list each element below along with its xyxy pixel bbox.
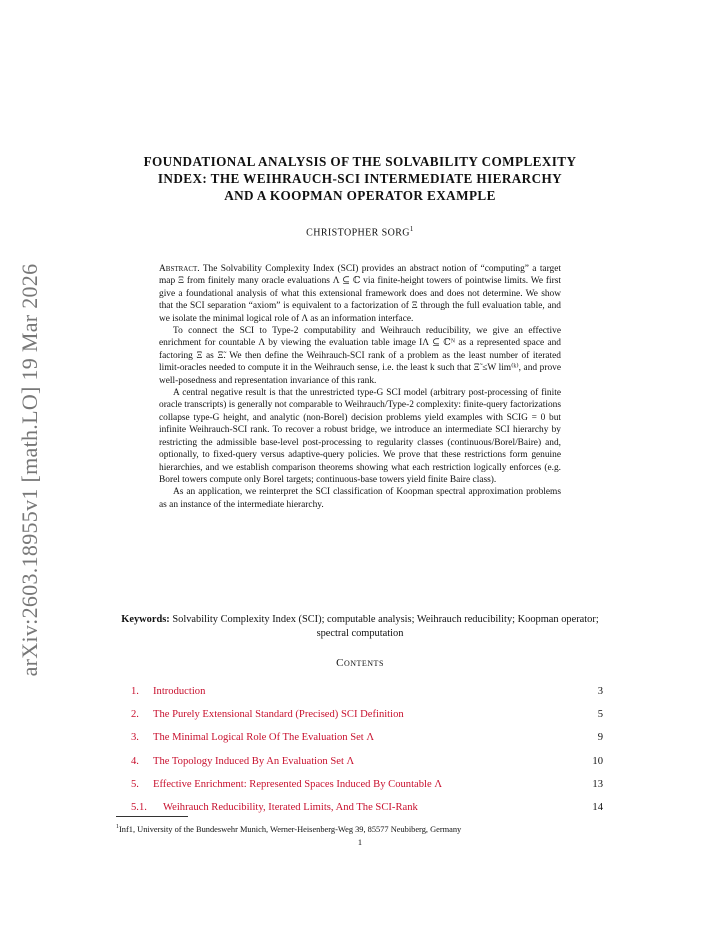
footnote-text: Inf1, University of the Bundeswehr Munich, Werner-Heisenberg-Weg 39, 85577 Neubiberg, Germany	[119, 824, 462, 834]
toc-title-link[interactable]: The Purely Extensional Standard (Precised) SCI Definition	[153, 709, 404, 721]
toc-number[interactable]: 5.1.	[131, 802, 147, 814]
toc-page-number: 9	[597, 732, 603, 744]
title-line-1: FOUNDATIONAL ANALYSIS OF THE SOLVABILITY COMPLEXITY	[143, 154, 577, 169]
title-line-2: INDEX: THE WEIHRAUCH-SCI INTERMEDIATE HIERARCHY	[157, 171, 563, 186]
abstract-label: Abstract.	[159, 264, 200, 274]
footnote-rule	[116, 816, 188, 817]
toc-item-effective-enrichment[interactable]	[131, 773, 603, 796]
toc-title-link[interactable]: Effective Enrichment: Represented Spaces Induced By Countable Λ	[153, 778, 443, 790]
keywords-label: Keywords:	[121, 614, 170, 625]
toc-title-link[interactable]: The Topology Induced By An Evaluation Set Λ	[153, 755, 355, 767]
toc-page-number: 10	[592, 755, 603, 767]
toc-page-number: 3	[597, 686, 603, 698]
author	[110, 225, 610, 238]
abstract-paragraph-1-text: The Solvability Complexity Index (SCI) provides an abstract notion of “computing” a target map Ξ from finitely many oracle evaluations Λ ⊆ ℂ via finite-height towers of pointwise limits. We first give a foundational analysis of what this extensional framework does and does not determine. We show that the SCI separation “axiom” is equivalent to a factorization of Ξ through the full evaluation table, and we isolate the minimal logical role of Λ as an information interface.	[159, 264, 561, 324]
footnote-mark: 1	[116, 824, 119, 830]
title-line-3: AND A KOOPMAN OPERATOR EXAMPLE	[224, 188, 496, 203]
toc-number[interactable]: 1.	[131, 686, 139, 698]
abstract-paragraph-1	[159, 263, 561, 325]
toc-item-topology[interactable]	[131, 750, 603, 773]
keywords-text: Solvability Complexity Index (SCI); computable analysis; Weihrauch reducibility; Koopman operator; spectral computation	[172, 614, 599, 639]
footnote	[116, 822, 606, 835]
toc-title-link[interactable]: Weihrauch Reducibility, Iterated Limits, And The SCI-Rank	[163, 802, 418, 814]
contents-heading: Contents	[336, 657, 384, 669]
toc-item-sci-definition[interactable]	[131, 703, 603, 726]
toc-title-link[interactable]: The Minimal Logical Role Of The Evaluation Set Λ	[153, 732, 375, 744]
paper-title	[110, 153, 610, 204]
toc-page-number: 14	[592, 802, 603, 814]
toc-page-number: 5	[597, 709, 603, 721]
page-number: 1	[357, 838, 363, 847]
arxiv-stamp-text: arXiv:2603.18955v1 [math.LO] 19 Mar 2026	[17, 263, 42, 677]
abstract-paragraph-4: As an application, we reinterpret the SCI classification of Koopman spectral approximation problems as an instance of the intermediate hierarchy.	[159, 487, 561, 510]
abstract-paragraph-2: To connect the SCI to Type-2 computability and Weihrauch reducibility, we give an effective enrichment for countable Λ by viewing the evaluation table image IΛ ⊆ ℂᴺ as a represented space and factoring Ξ as Ξ̃. We then define the Weihrauch-SCI rank of a problem as the least number of iterated limit-oracles needed to compute it in the Weihrauch sense, i.e. the least k such that Ξ̃ ≤W lim⁽ᵏ⁾, and prove well-posedness and representation invariance of this rank.	[159, 326, 561, 386]
toc-title-link[interactable]: Introduction	[153, 686, 206, 698]
toc-page-number: 13	[592, 778, 603, 790]
toc-item-weihrauch-reducibility[interactable]	[131, 796, 603, 819]
toc-number[interactable]: 3.	[131, 732, 139, 744]
toc-item-introduction[interactable]	[131, 680, 603, 703]
author-footnote-mark[interactable]: 1	[409, 225, 414, 233]
abstract-paragraph-3: A central negative result is that the unrestricted type-G SCI model (arbitrary post-processing of finite oracle transcripts) is generally not comparable to Weihrauch/Type-2 complexity: finite-query factorizations collapse type-G height, and analytic (non-Borel) decision problems yield examples with SCIG = 0 but infinite Weihrauch-SCI rank. To recover a robust bridge, we introduce an intermediate SCI hierarchy by restricting the admissible base-level post-processing to regularity classes (continuous/Borel/Baire) and, optionally, to fixed-query versus adaptive-query policies. We prove that these restrictions form genuine hierarchies, and we establish comparison theorems showing what each restriction logically enforces (e.g. Borel towers compute only Borel targets; continuous-base towers yield finite Baire class).	[159, 388, 561, 485]
toc-number[interactable]: 2.	[131, 709, 139, 721]
toc-number[interactable]: 4.	[131, 755, 139, 767]
table-of-contents	[131, 680, 603, 819]
toc-item-logical-role[interactable]	[131, 726, 603, 749]
abstract	[159, 263, 561, 511]
keywords	[116, 613, 604, 640]
toc-number[interactable]: 5.	[131, 778, 139, 790]
author-name: CHRISTOPHER SORG	[306, 227, 410, 239]
